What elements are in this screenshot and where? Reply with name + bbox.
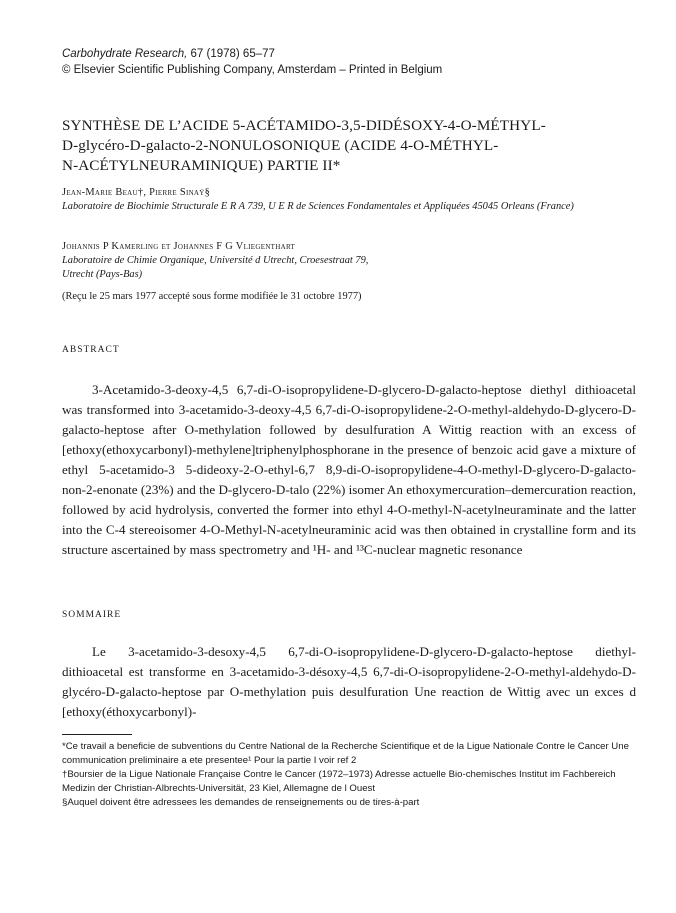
abstract-heading: ABSTRACT [62,345,120,355]
footnote-rule [62,734,132,735]
sommaire-body [62,642,636,722]
journal-reference [62,46,442,78]
sommaire-heading: SOMMAIRE [62,610,122,620]
footnote-3: §Auquel doivent être adressees les demandes de renseignements ou de tires-à-part [62,797,420,808]
abstract-body [62,380,636,560]
footnote-2: †Boursier de la Ligue Nationale Française Contre le Cancer (1972–1973) Adresse actuelle Bio-chemisches Institut im Fachbereich Medizin der Christian-Albrechts-Universität, 23 Kiel, Allemagne de l Ouest [62,769,616,794]
title-line-1: SYNTHÈSE DE L’ACIDE 5-ACÉTAMIDO-3,5-DIDÉSOXY-4-O-MÉTHYL- [62,117,546,134]
author-names-1: Jean-Marie Beau†, Pierre Sinaÿ§ [62,187,211,198]
publisher-line: © Elsevier Scientific Publishing Company, Amsterdam – Printed in Belgium [62,64,443,76]
author-group-1 [62,186,642,214]
affiliation-2-line-1: Laboratoire de Chimie Organique, Université d Utrecht, Croesestraat 79, [62,255,369,266]
author-names-2: Johannis P Kamerling et Johannes F G Vliegenthart [62,241,296,252]
title-line-2: D-glycéro-D-galacto-2-NONULOSONIQUE (ACIDE 4-O-MÉTHYL- [62,137,499,154]
journal-name: Carbohydrate Research, [62,48,188,60]
footnotes [62,740,634,810]
affiliation-2-line-2: Utrecht (Pays-Bas) [62,269,143,280]
affiliation-1: Laboratoire de Biochimie Structurale E R A 739, U E R de Sciences Fondamentales et Appliquées 45045 Orleans (France) [62,201,574,212]
abstract-text: 3-Acetamido-3-deoxy-4,5 6,7-di-O-isopropylidene-D-glycero-D-galacto-heptose diethyl dithioacetal was transformed into 3-acetamido-3-deoxy-4,5 6,7-di-O-isopropylidene-2-O-methyl-aldehydo-D-glycero-D-galacto-heptose after O-methylation followed by desulfuration A Wittig reaction with an excess of [ethoxy(ethoxycarbonyl)-methylene]triphenylphosphorane in the presence of benzoic acid gave a mixture of ethyl 5-acetamido-3 5-dideoxy-2-O-ethyl-6,7 8,9-di-O-isopropylidene-4-O-methyl-D-glycero-D-galacto-non-2-enonate (23%) and the D-glycero-D-talo (22%) isomer An ethoxymercuration–demercuration reaction, followed by acid hydrolysis, converted the former into ethyl 4-O-methyl-N-acetylneuraminate and the latter into the C-4 stereoisomer 4-O-Methyl-N-acetylneuraminic acid was then obtained in crystalline form and its structure ascertained by mass spectrometry and ¹H- and ¹³C-nuclear magnetic resonance [62,382,636,557]
received-dates: (Reçu le 25 mars 1977 accepté sous forme modifiée le 31 octobre 1977) [62,291,362,302]
footnote-1: *Ce travail a beneficie de subventions du Centre National de la Recherche Scientifique et de la Ligue Nationale Contre le Cancer Une communication preliminaire a ete presentee¹ Pour la partie I voir ref 2 [62,741,629,766]
citation-line [62,46,442,62]
volume-pages: 67 (1978) 65–77 [190,48,275,60]
article-title [62,116,632,176]
title-line-3: N-ACÉTYLNEURAMINIQUE) PARTIE II* [62,157,341,174]
author-group-2 [62,240,642,282]
sommaire-text: Le 3-acetamido-3-desoxy-4,5 6,7-di-O-isopropylidene-D-glycero-D-galacto-heptose diethyl-dithioacetal est transforme en 3-acetamido-3-désoxy-4,5 6,7-di-O-isopropylidene-2-O-methyl-aldehydo-D-glycéro-D-galacto-heptose par O-methylation puis desulfuration Une reaction de Wittig avec un exces d [ethoxy(éthoxycarbonyl)- [62,644,636,719]
